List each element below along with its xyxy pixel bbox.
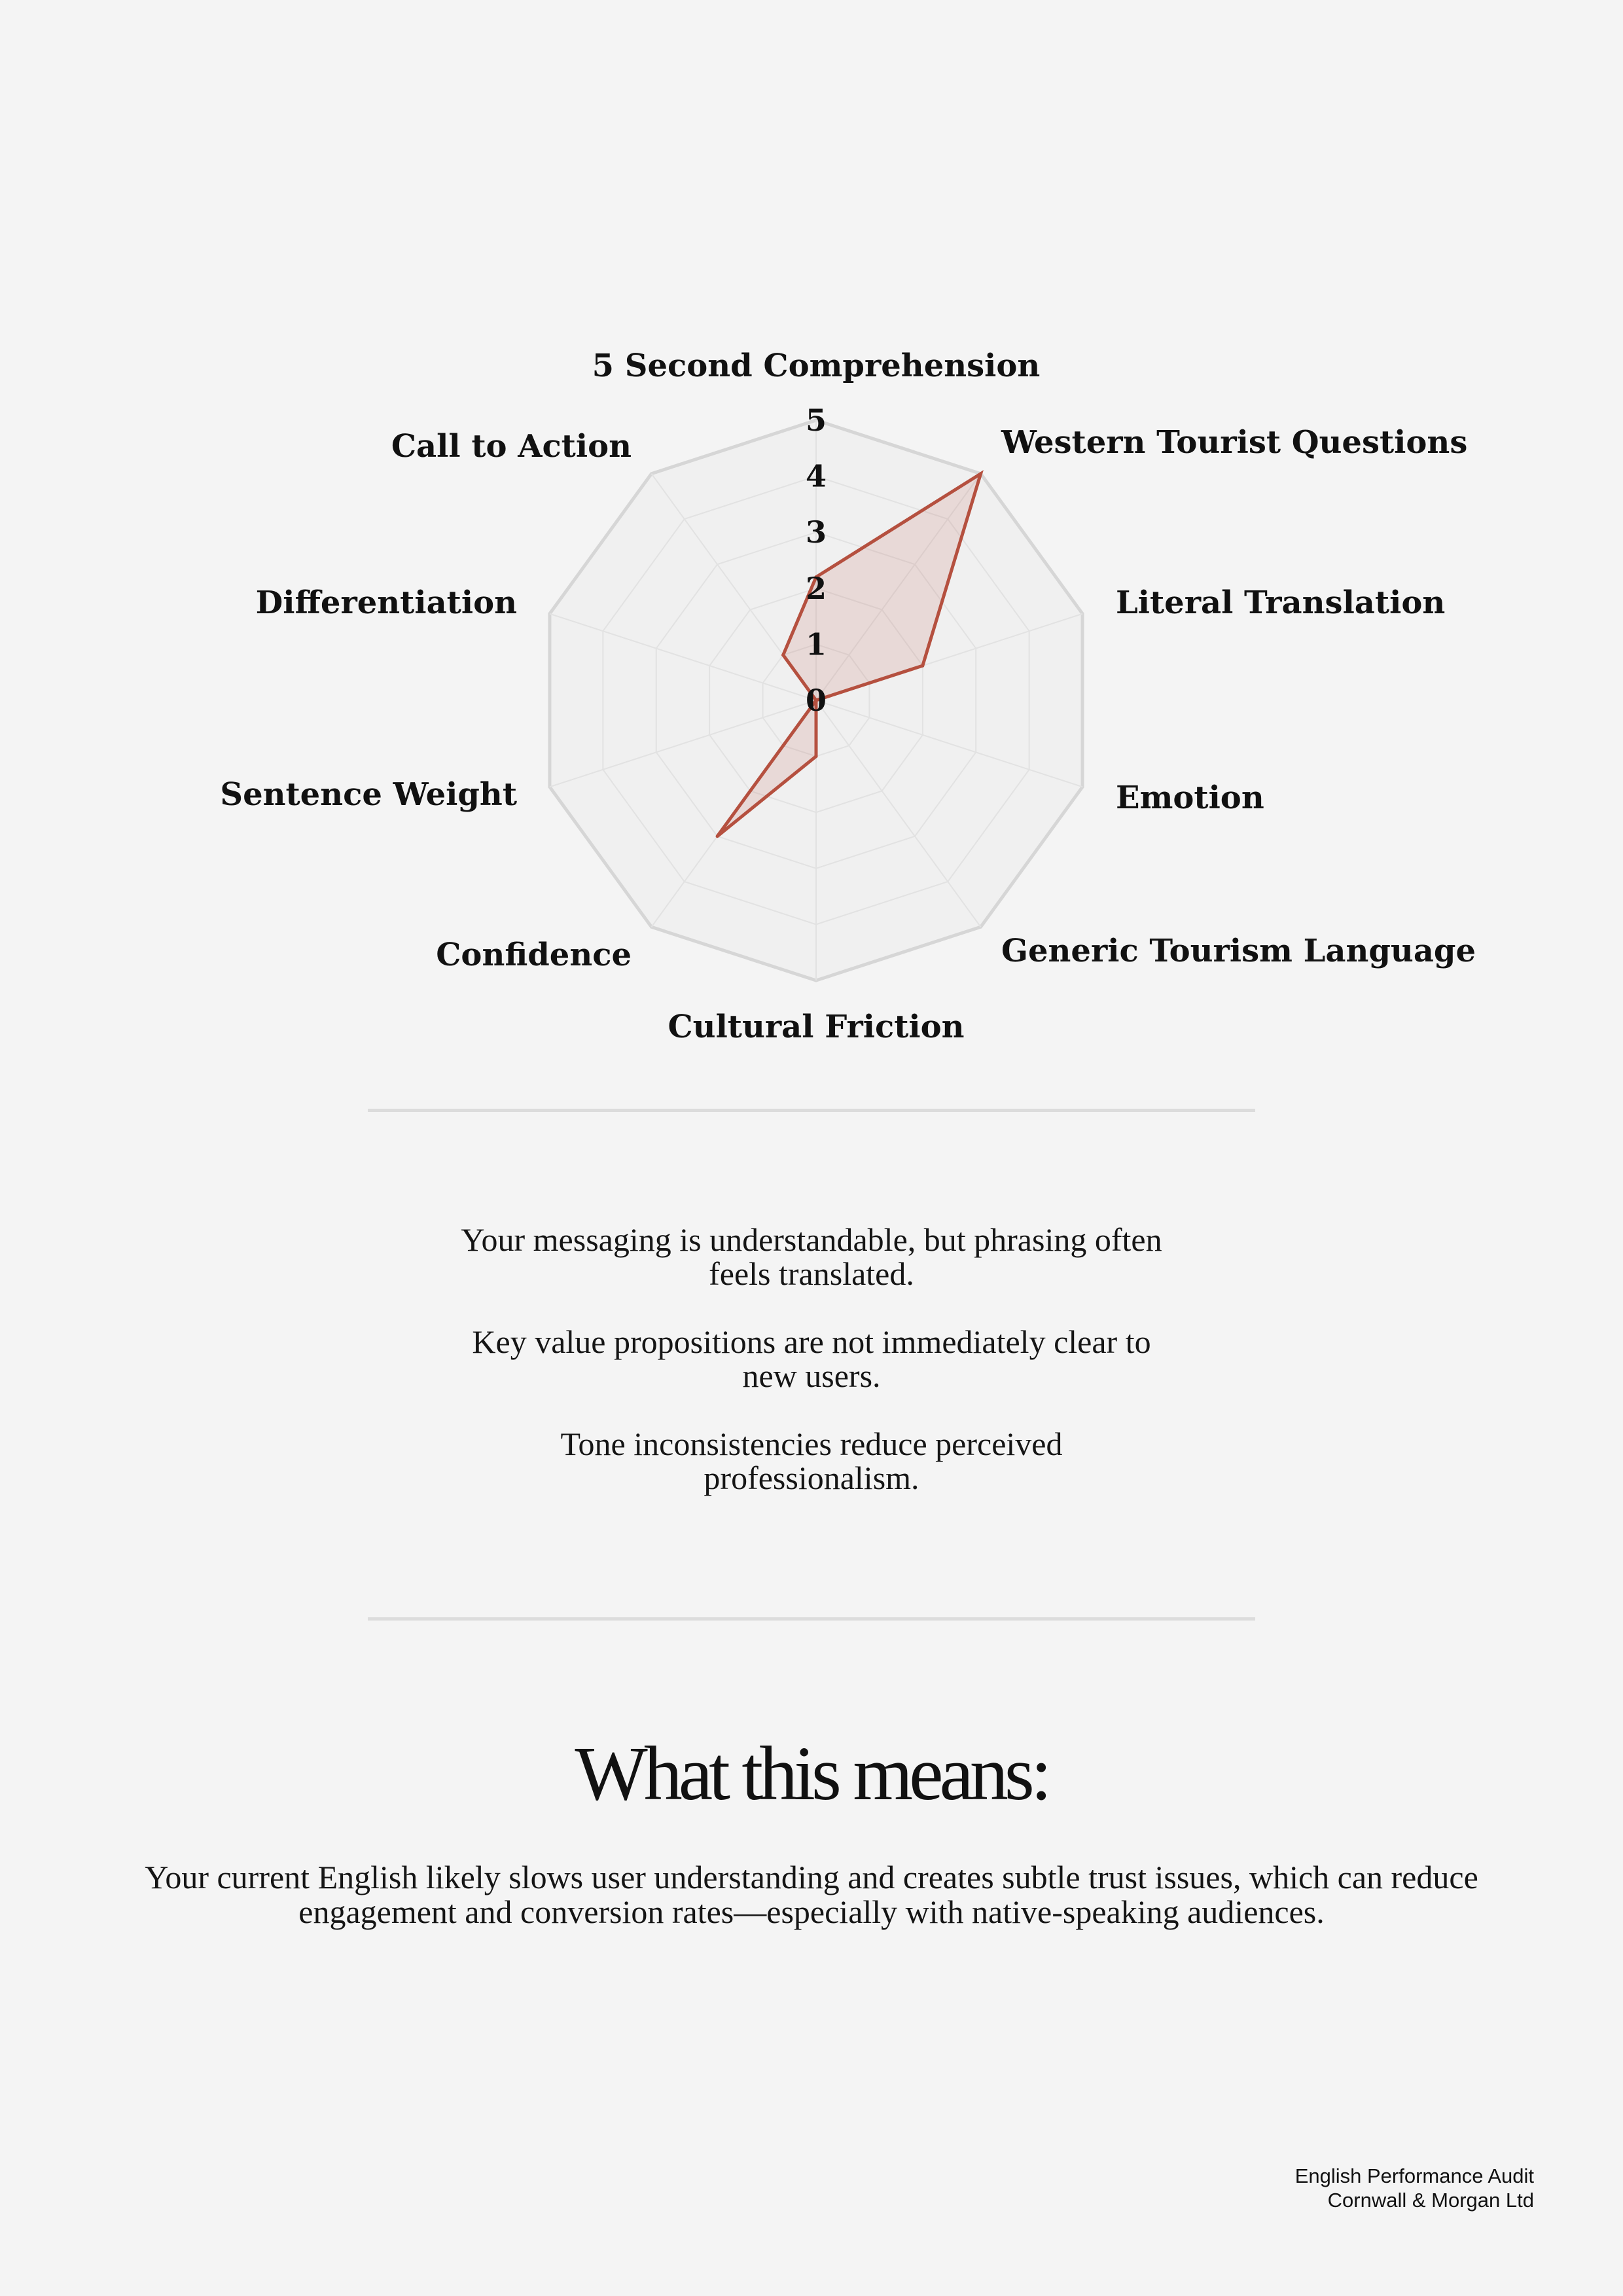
tick-label: 3 bbox=[805, 514, 827, 550]
tick-label: 4 bbox=[805, 458, 827, 494]
axis-label: Western Tourist Questions bbox=[1001, 424, 1468, 461]
data-point bbox=[815, 755, 818, 758]
tick-label: 0 bbox=[805, 683, 827, 718]
axis-label: Generic Tourism Language bbox=[1001, 933, 1476, 969]
axis-label: Confidence bbox=[436, 937, 632, 973]
footer-company-name: Cornwall & Morgan Ltd bbox=[1327, 2189, 1534, 2212]
axis-label: 5 Second Comprehension bbox=[592, 348, 1041, 384]
summary-item: Tone inconsistencies reduce perceived professionalism. bbox=[560, 1426, 1063, 1496]
axis-label: Literal Translation bbox=[1116, 584, 1446, 621]
axis-label: Differentiation bbox=[255, 584, 517, 621]
data-point bbox=[921, 664, 924, 668]
axis-label: Emotion bbox=[1116, 780, 1264, 816]
tick-label: 1 bbox=[805, 626, 827, 662]
axis-label: Sentence Weight bbox=[220, 776, 517, 813]
summary-item: Key value propositions are not immediately clear to new users. bbox=[472, 1323, 1151, 1394]
tick-label: 2 bbox=[805, 570, 827, 606]
tick-label: 5 bbox=[805, 403, 827, 438]
data-point bbox=[716, 834, 719, 838]
meaning-paragraph: Your current English likely slows user understanding and creates subtle trust issues, which can reduce engagement and conversion rates—especially with native-speaking audiences. bbox=[145, 1859, 1478, 1930]
footer bbox=[1295, 2164, 1534, 2212]
footer-report-name: English Performance Audit bbox=[1294, 2164, 1534, 2187]
axis-label: Call to Action bbox=[391, 428, 632, 465]
data-point bbox=[781, 653, 785, 656]
data-point bbox=[979, 472, 982, 475]
summary-item: Your messaging is understandable, but phrasing often feels translated. bbox=[461, 1221, 1162, 1292]
section-heading: What this means: bbox=[575, 1731, 1048, 1816]
radar-chart bbox=[0, 0, 1623, 1113]
bottom-divider bbox=[368, 1617, 1255, 1621]
summary-block bbox=[452, 1223, 1171, 1529]
axis-label: Cultural Friction bbox=[668, 1009, 965, 1045]
top-divider bbox=[368, 1109, 1255, 1112]
